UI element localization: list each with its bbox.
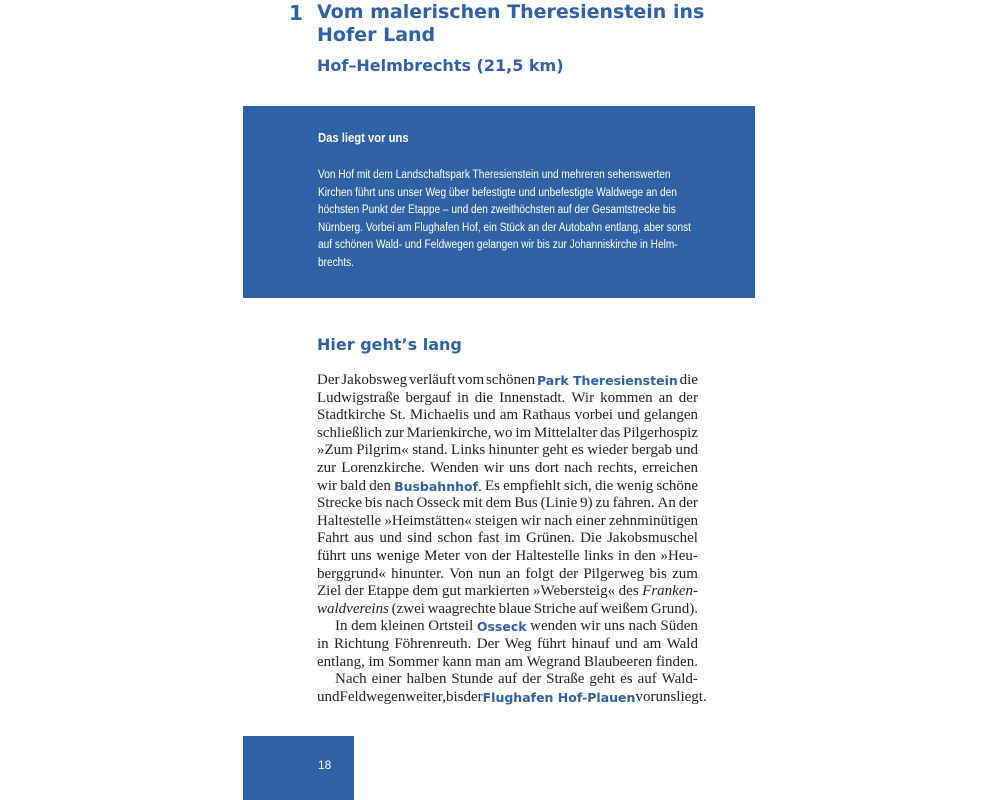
text-line: schließlich zur Marienkirche, wo im Mittelalter das Pilgerhospiz <box>317 424 698 441</box>
page-number: 18 <box>318 758 332 772</box>
text-line: Nach einer halben Stunde auf der Straße geht es auf Wald- <box>335 671 698 688</box>
text-line: Der Jakobsweg verläuft vom schönen Park Theresienstein die <box>317 372 698 388</box>
route-description <box>317 372 707 706</box>
text-line: Haltestelle »Heimstätten« steigen wir nach einer zehnminütigen <box>317 512 698 529</box>
text-line: Ludwigstraße bergauf in die Innenstadt. Wir kommen an der <box>317 389 698 406</box>
text-line: Ziel der Etappe dem gut markierten »Webersteig« des Franken- <box>317 583 698 600</box>
text-line: waldvereins (zwei waagrechte blaue Striche auf weißem Grund). <box>317 600 698 617</box>
text-line: Fahrt aus und sind schon fast im Grünen. Die Jakobsmuschel <box>317 530 698 547</box>
section-heading: Hier geht’s lang <box>317 335 462 354</box>
overview-line: Von Hof mit dem Landschaftspark Theresienstein und mehreren sehenswerten <box>318 169 671 181</box>
overview-line: Kirchen führt uns unser Weg über befestigte und unbefestigte Waldwege an den <box>318 186 677 199</box>
text-line: in Richtung Föhrenreuth. Der Weg führt hinauf und am Wald <box>317 635 698 652</box>
place-busbahnhof: Busbahnhof <box>394 478 479 494</box>
overview-line: brechts. <box>318 256 355 269</box>
overview-line: höchsten Punkt der Etappe – und den zweithöchsten auf der Gesamtstrecke bis <box>318 204 676 217</box>
overview-line: auf schönen Wald- und Feldwegen gelangen wir bis zur Johanniskirche in Helm- <box>318 239 678 252</box>
overview-heading: Das liegt vor uns <box>318 131 409 145</box>
overview-line: Nürnberg. Vorbei am Flughafen Hof, ein Stück an der Autobahn entlang, aber sonst <box>318 221 691 234</box>
text-line: In dem kleinen Ortsteil Osseck wenden wir uns nach Süden <box>335 618 698 635</box>
text-line: Strecke bis nach Osseck mit dem Bus (Linie 9) zu fahren. An der <box>317 495 698 512</box>
overview-text <box>318 167 738 273</box>
place-osseck: Osseck <box>476 619 527 635</box>
text-line: wir bald den Busbahnhof. Es empfiehlt sich, die wenig schöne <box>317 477 698 495</box>
text-line: berggrund« hinunter. Von nun an folgt der Pilgerweg bis zum <box>317 565 698 582</box>
page-number-tab <box>243 736 354 800</box>
chapter-subtitle: Hof–Helmbrechts (21,5 km) <box>317 56 564 75</box>
place-park-theresienstein: Park Theresienstein <box>536 373 678 388</box>
overview-box <box>243 106 755 298</box>
text-line: und Feldwegen weiter, bis der Flughafen Hof-Plauen vor uns liegt. <box>317 688 707 705</box>
text-line: zur Lorenzkirche. Wenden wir uns dort nach rechts, erreichen <box>317 459 698 476</box>
text-line: führt uns wenige Meter von der Haltestelle links in den »Heu- <box>317 547 698 564</box>
text-line: »Zum Pilgrim« stand. Links hinunter geht es wieder bergab und <box>317 442 698 459</box>
chapter-title: Vom malerischen Theresienstein ins Hofer Land <box>317 1 705 46</box>
text-line: Stadtkirche St. Michaelis und am Rathaus vorbei und gelangen <box>317 407 698 424</box>
place-flughafen-hof-plauen: Flughafen Hof-Plauen <box>482 689 636 705</box>
chapter-number: 1 <box>289 1 303 25</box>
text-line: entlang, im Sommer kann man am Wegrand Blaubeeren finden. <box>317 653 698 670</box>
